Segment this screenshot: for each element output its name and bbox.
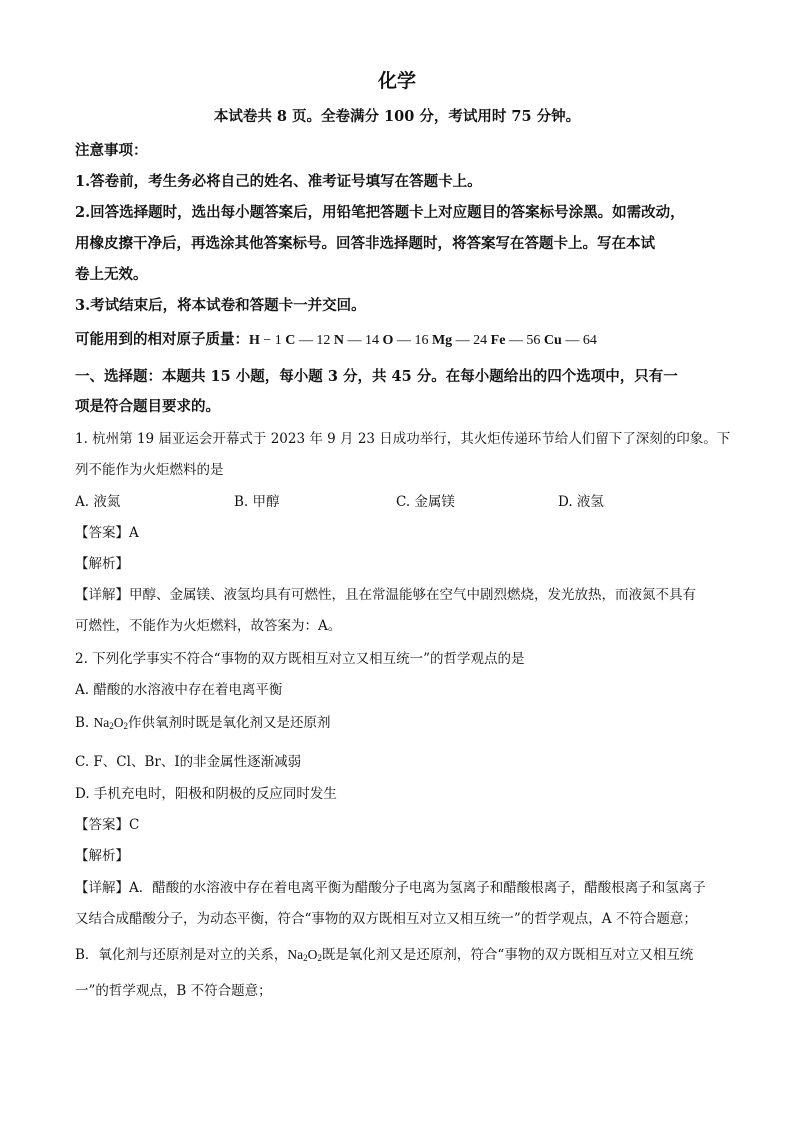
q1-analysis: 【解析】: [75, 556, 129, 572]
q2-analysis: 【解析】: [75, 848, 129, 864]
q1-stem-line-2: 列不能作为火炬燃料的是: [75, 462, 224, 478]
chem-formula-na2o2: $Na_2O_2$: [287, 947, 322, 963]
q1-option-a: A. 液氮: [75, 494, 121, 510]
q2-option-a: A. 醋酸的水溶液中存在着电离平衡: [75, 682, 283, 698]
q2-stem: 2. 下列化学事实不符合“事物的双方既相互对立又相互统一”的哲学观点的是: [75, 651, 525, 667]
q2-detail-line-2: 又结合成醋酸分子，为动态平衡，符合“事物的双方既相互对立又相互统一”的哲学观点，A 不符合题意；: [75, 911, 697, 927]
notice-item-1: 1.答卷前，考生务必将自己的姓名、准考证号填写在答题卡上。: [75, 173, 482, 190]
q1-option-d: D. 液氢: [558, 494, 604, 510]
q2-option-c: C. F、Cl、Br、I的非金属性逐渐减弱: [75, 754, 302, 770]
q1-detail-line-1: 【详解】甲醇、金属镁、液氢均具有可燃性，且在常温能够在空气中剧烈燃烧，发光放热，而液氮不具有: [75, 587, 696, 603]
q2-detail-line-1: 【详解】A．醋酸的水溶液中存在着电离平衡为醋酸分子电离为氢离子和醋酸根离子，醋酸根离子和氢离子: [75, 880, 706, 896]
notice-item-2-line-3: 卷上无效。: [75, 266, 148, 283]
q1-option-c: C. 金属镁: [396, 494, 455, 510]
section-heading-line-1: 一、选择题：本题共 15 小题，每小题 3 分，共 45 分。在每小题给出的四个选项中，只有一: [75, 368, 678, 385]
q1-option-b: B. 甲醇: [234, 494, 280, 510]
page-title: 化学: [377, 70, 416, 92]
chem-formula-na2o2: $Na_2O_2$: [93, 715, 129, 731]
atomic-masses-values: H − 1 C — 12 N — 14 O — 16 Mg — 24 Fe — 56 Cu — 64: [249, 333, 597, 348]
atomic-masses: [75, 331, 597, 348]
q2-option-d: D. 手机充电时，阳极和阴极的反应同时发生: [75, 786, 337, 802]
notice-item-3: 3.考试结束后，将本试卷和答题卡一并交回。: [75, 297, 366, 314]
exam-info: 本试卷共 8 页。全卷满分 100 分，考试用时 75 分钟。: [213, 108, 581, 125]
q1-detail-line-2: 可燃性，不能作为火炬燃料，故答案为：A。: [75, 618, 342, 634]
notice-item-2-line-2: 用橡皮擦干净后，再选涂其他答案标号。回答非选择题时，将答案写在答题卡上。写在本试: [75, 235, 655, 252]
notice-item-2-line-1: 2.回答选择题时，选出每小题答案后，用铅笔把答题卡上对应题目的答案标号涂黑。如需改动，: [75, 204, 685, 221]
q2-detail-line-3: B．氧化剂与还原剂是对立的关系，$Na_2O_2$既是氧化剂又是还原剂，符合“事物的双方既相互对立又相互统: [75, 947, 694, 963]
q1-answer: 【答案】A: [75, 525, 139, 541]
section-heading-line-2: 项是符合题目要求的。: [75, 398, 220, 415]
atomic-masses-label: 可能用到的相对原子质量：: [75, 331, 249, 348]
q2-detail-line-4: 一”的哲学观点，B 不符合题意；: [75, 983, 272, 999]
q1-stem-line-1: 1. 杭州第 19 届亚运会开幕式于 2023 年 9 月 23 日成功举行，其火炬传递环节给人们留下了深刻的印象。下: [75, 431, 731, 447]
q2-answer: 【答案】C: [75, 817, 140, 833]
notice-heading: 注意事项：: [75, 142, 148, 159]
q2-option-b: B. $Na_2O_2$作供氧剂时既是氧化剂又是还原剂: [75, 715, 331, 731]
